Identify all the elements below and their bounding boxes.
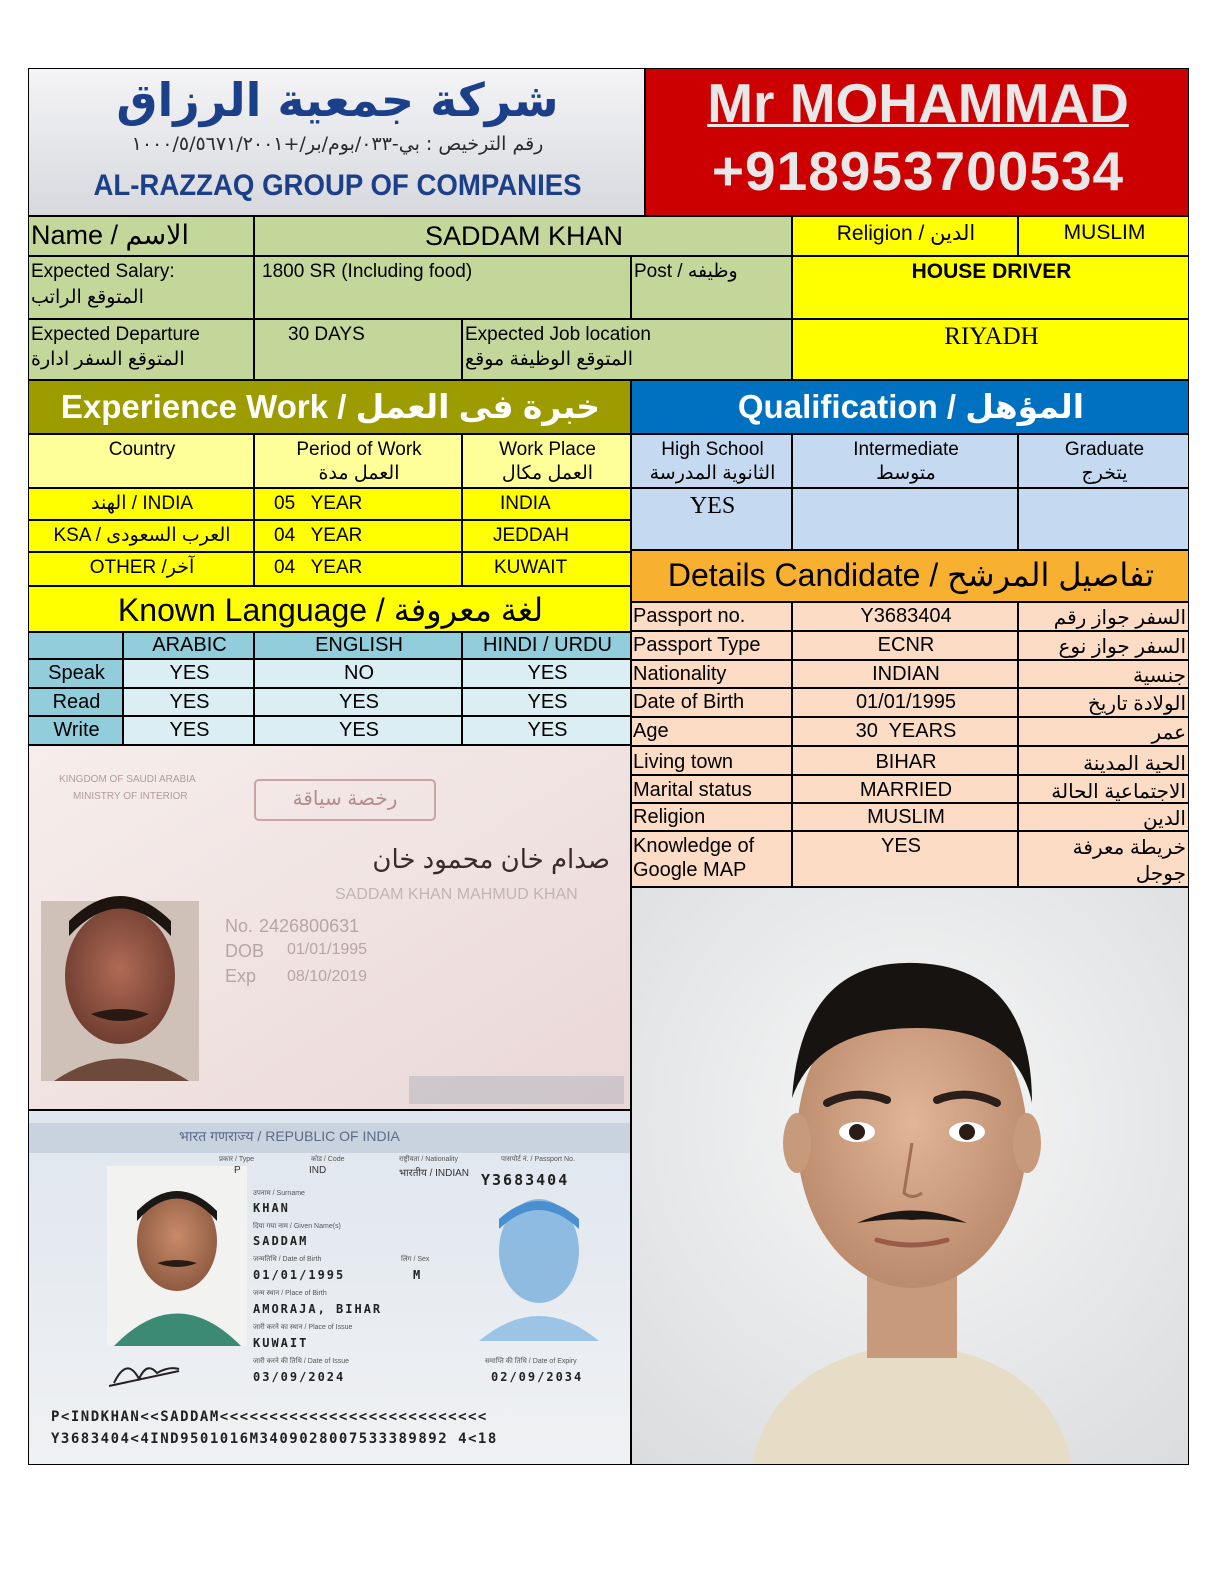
lang-value: NO [344, 662, 374, 684]
pp-type-value: P [234, 1165, 241, 1176]
qual-header-en: Graduate [1064, 439, 1145, 460]
qual-header-intermediate [792, 434, 1018, 488]
pp-given: SADDAM [253, 1234, 309, 1248]
religion-value-cell [1018, 216, 1189, 256]
id-country-line: KINGDOM OF SAUDI ARABIA [59, 774, 196, 785]
lang-skill-label: Read [52, 691, 101, 713]
lang-cell [254, 716, 462, 745]
cand-value-cell [792, 688, 1018, 717]
pp-given-label: दिया गया नाम / Given Name(s) [253, 1223, 341, 1230]
exp-row-period [254, 520, 462, 552]
qual-header-ar: متوسط [876, 463, 936, 484]
qualification-title: Qualification / المؤهل [737, 388, 1085, 425]
salary-value-cell [254, 256, 631, 319]
pp-code-value: IND [309, 1165, 327, 1176]
exp-place: JEDDAH [493, 525, 570, 546]
departure-value-cell [254, 319, 462, 380]
license-line: رقم الترخيص : بي-٠٣٣/بوم/بر/+١٠٠٠/٥/٥٦٧١/٢٠٠١ [131, 133, 544, 155]
cand-label: Religion [633, 806, 706, 828]
candidate-title-cell [631, 550, 1189, 602]
cand-label-cell [631, 717, 792, 746]
pp-dob: 01/01/1995 [253, 1268, 346, 1282]
language-title-cell [28, 586, 631, 632]
lang-cell [462, 659, 631, 688]
post-value-cell [792, 256, 1189, 319]
exp-place: KUWAIT [494, 557, 568, 578]
company-logo-panel [28, 68, 645, 216]
cand-value-cell [792, 660, 1018, 688]
id-ministry-line: MINISTRY OF INTERIOR [73, 791, 188, 802]
departure-label-en: Expected Departure [31, 324, 200, 345]
lang-row-label [28, 716, 123, 745]
experience-title-cell [28, 380, 631, 434]
id-dob-label: DOB [225, 941, 265, 961]
cand-label-cell [631, 831, 792, 887]
exp-header-country-en: Country [108, 439, 176, 460]
exp-row-period [254, 488, 462, 520]
exp-header-period-en: Period of Work [296, 439, 422, 460]
candidate-portrait [631, 887, 1189, 1465]
religion-label-cell [792, 216, 1018, 256]
cand-value: MARRIED [859, 779, 953, 801]
saudi-id-card-image [28, 745, 631, 1110]
qual-header-highschool [631, 434, 792, 488]
portrait-graphic [632, 888, 1189, 1465]
agent-phone: +918953700534 [711, 140, 1125, 202]
lang-cell [123, 688, 254, 716]
cand-label: Living town [633, 751, 734, 773]
departure-label-cell [28, 319, 254, 380]
pp-doi-label: जारी करने की तिथि / Date of Issue [253, 1358, 349, 1365]
cand-ar-cell [1018, 602, 1189, 631]
name-label-cell [28, 216, 254, 256]
pp-passport-no-label: पासपोर्ट नं. / Passport No. [501, 1156, 575, 1163]
lang-value: YES [527, 719, 568, 741]
lang-cell [123, 716, 254, 745]
name-label: Name / الاسم [31, 220, 190, 250]
candidate-title: Details Candidate / تفاصيل المرشح [667, 557, 1155, 593]
id-exp-value: 08/10/2019 [287, 968, 368, 985]
id-exp-label: Exp [225, 966, 257, 986]
passport-mrz-line1: P<INDKHAN<<SADDAM<<<<<<<<<<<<<<<<<<<<<<<<<<< [51, 1409, 488, 1425]
cand-label-cell [631, 688, 792, 717]
lang-value: YES [527, 662, 568, 684]
qual-header-ar: يتخرج [1081, 463, 1128, 484]
exp-row-period [254, 552, 462, 586]
cand-label: Passport no. [633, 605, 746, 627]
cand-value-cell [792, 775, 1018, 803]
cand-ar-cell [1018, 746, 1189, 775]
lang-header-hindi [462, 632, 631, 659]
pp-dob-label: जन्मतिथि / Date of Birth [253, 1256, 322, 1263]
post-value: HOUSE DRIVER [911, 260, 1072, 283]
cand-value-cell [792, 803, 1018, 831]
religion-label: Religion / الدين [836, 222, 976, 245]
cand-value-cell [792, 602, 1018, 631]
job-location-value: RIYADH [944, 323, 1039, 350]
pp-nationality-value: भारतीय / INDIAN [399, 1168, 470, 1179]
pp-surname-label: उपनाम / Surname [253, 1190, 305, 1197]
pp-code-label: कोड / Code [311, 1156, 345, 1163]
pp-doi: 03/09/2024 [253, 1370, 346, 1384]
cand-label-ar: عمر [1151, 722, 1186, 744]
lang-cell [462, 688, 631, 716]
cand-value: ECNR [877, 634, 935, 656]
exp-header-place [462, 434, 631, 488]
experience-title: Experience Work / خبرة فى العمل [60, 388, 601, 425]
exp-header-period [254, 434, 462, 488]
exp-period: 04 YEAR [274, 557, 363, 578]
cand-ar-cell [1018, 688, 1189, 717]
lang-header-arabic [123, 632, 254, 659]
agent-panel [645, 68, 1189, 216]
lang-col-label: ARABIC [152, 634, 227, 656]
id-dob-value: 01/01/1995 [287, 941, 368, 958]
salary-label-ar: المتوقع الراتب [31, 287, 144, 308]
cand-label: Marital status [633, 779, 752, 801]
lang-header-english [254, 632, 462, 659]
pp-poi-label: जारी करने का स्थान / Place of Issue [253, 1324, 353, 1331]
passport-number: Y3683404 [481, 1171, 570, 1189]
id-no-value: 2426800631 [259, 916, 360, 936]
pp-sex-label: लिंग / Sex [401, 1256, 430, 1263]
cand-label: Date of Birth [633, 691, 745, 713]
exp-country: KSA / العرب السعودى [53, 525, 231, 546]
lang-cell [462, 716, 631, 745]
cand-value: YES [880, 835, 922, 857]
qual-header-en: Intermediate [853, 439, 959, 460]
exp-row-place [462, 488, 631, 520]
lang-value: YES [169, 691, 210, 713]
lang-header-blank [28, 632, 123, 659]
qual-header-ar: الثانوية المدرسة [649, 463, 776, 484]
id-no-label: No. [225, 916, 254, 936]
pp-pob: AMORAJA, BIHAR [253, 1302, 383, 1316]
cand-value-cell [792, 717, 1018, 746]
cand-label: Age [633, 720, 669, 742]
exp-period: 05 YEAR [274, 493, 363, 514]
lang-value: YES [169, 662, 210, 684]
id-header-ar: رخصة سياقة [292, 788, 398, 810]
exp-header-place-en: Work Place [499, 439, 596, 460]
qual-header-en: High School [661, 439, 764, 460]
passport-republic: भारत गणराज्य / REPUBLIC OF INDIA [179, 1128, 400, 1144]
job-location-label-en: Expected Job location [465, 324, 651, 345]
exp-row-country [28, 488, 254, 520]
cand-label-cell [631, 775, 792, 803]
lang-col-label: ENGLISH [315, 634, 403, 656]
agent-name: Mr MOHAMMAD [707, 72, 1129, 134]
exp-row-place [462, 520, 631, 552]
pp-doe: 02/09/2034 [491, 1370, 584, 1384]
exp-period: 04 YEAR [274, 525, 363, 546]
cand-value: MUSLIM [867, 806, 945, 828]
lang-value: YES [338, 719, 380, 741]
lang-cell [254, 688, 462, 716]
language-title: Known Language / لغة معروفة [117, 592, 544, 628]
salary-label-cell [28, 256, 254, 319]
cand-label: Passport Type [633, 634, 761, 656]
lang-row-label [28, 659, 123, 688]
cand-label-cell [631, 746, 792, 775]
cand-label-ar: السفر جواز رقم [1053, 607, 1186, 629]
company-name-arabic: شركة جمعية الرزاق [116, 73, 559, 127]
exp-row-country [28, 552, 254, 586]
name-value: SADDAM KHAN [424, 221, 624, 251]
exp-place: INDIA [500, 493, 551, 514]
pp-type-label: प्रकार / Type [219, 1156, 255, 1163]
lang-row-label [28, 688, 123, 716]
cand-label-ar: الدين [1143, 808, 1186, 830]
departure-value: 30 DAYS [288, 324, 365, 345]
job-location-value-cell [792, 319, 1189, 380]
salary-label-en: Expected Salary: [31, 261, 175, 282]
qual-value-graduate [1018, 488, 1189, 550]
lang-value: YES [169, 719, 210, 741]
cand-value: 01/01/1995 [855, 691, 957, 713]
lang-value: YES [338, 691, 380, 713]
cand-label-cell [631, 803, 792, 831]
company-name-english: AL-RAZZAQ GROUP OF COMPANIES [93, 169, 582, 202]
cand-ar-cell [1018, 660, 1189, 688]
qual-value-intermediate [792, 488, 1018, 550]
cand-value-cell [792, 746, 1018, 775]
pp-doe-label: समाप्ति की तिथि / Date of Expiry [485, 1358, 577, 1365]
cand-label-ar: جنسية [1133, 665, 1186, 687]
pp-pob-label: जन्म स्थान / Place of Birth [253, 1290, 327, 1297]
lang-skill-label: Speak [48, 662, 105, 684]
exp-header-place-ar: العمل مكال [501, 463, 594, 484]
cand-label: Knowledge of Google MAP [633, 835, 755, 881]
passport-mrz-line2: Y3683404<4IND9501016M3409028007533389892 4<18 [51, 1431, 498, 1447]
cand-ar-cell [1018, 717, 1189, 746]
cand-label-ar: السفر جواز نوع [1058, 636, 1186, 658]
qual-header-graduate [1018, 434, 1189, 488]
cand-ar-cell [1018, 803, 1189, 831]
exp-country: الهند / INDIA [90, 493, 194, 514]
id-name-en: SADDAM KHAN MAHMUD KHAN [335, 886, 578, 903]
post-label-cell [631, 256, 792, 319]
pp-surname: KHAN [253, 1201, 290, 1215]
exp-header-country [28, 434, 254, 488]
pp-sex: M [413, 1268, 421, 1282]
lang-cell [123, 659, 254, 688]
qual-value-highschool [631, 488, 792, 550]
job-location-label-cell [462, 319, 792, 380]
cand-label-cell [631, 631, 792, 660]
cand-label-ar: خريطة معرفة جوجل [1072, 837, 1186, 885]
lang-value: YES [527, 691, 568, 713]
cand-label-cell [631, 660, 792, 688]
cand-value-cell [792, 831, 1018, 887]
departure-label-ar: المتوقع السفر ادارة [31, 349, 185, 370]
lang-cell [254, 659, 462, 688]
salary-value: 1800 SR (Including food) [262, 261, 473, 282]
id-name-ar: صدام خان محمود خان [372, 844, 610, 874]
name-value-cell [254, 216, 792, 256]
indian-passport-image [28, 1110, 631, 1465]
exp-row-country [28, 520, 254, 552]
pp-poi: KUWAIT [253, 1336, 309, 1350]
cand-value: BIHAR [875, 751, 937, 773]
cand-ar-cell [1018, 775, 1189, 803]
cand-value: INDIAN [872, 663, 940, 685]
cand-ar-cell [1018, 831, 1189, 887]
cand-label-cell [631, 602, 792, 631]
religion-value: MUSLIM [1063, 221, 1146, 244]
lang-col-label: HINDI / URDU [483, 634, 612, 656]
cand-label: Nationality [633, 663, 727, 685]
cand-value-cell [792, 631, 1018, 660]
exp-country: OTHER /آخر [89, 557, 195, 578]
cand-label-ar: الحية المدينة [1083, 753, 1186, 775]
cand-ar-cell [1018, 631, 1189, 660]
qual-value: YES [689, 493, 736, 519]
cand-label-ar: الاجتماعية الحالة [1051, 781, 1186, 803]
job-location-label-ar: المتوقع الوظيفة موقع [465, 349, 634, 370]
exp-header-period-ar: العمل مدة [318, 463, 400, 484]
lang-skill-label: Write [53, 719, 100, 741]
cand-value: Y3683404 [860, 605, 952, 627]
qualification-title-cell [631, 380, 1189, 434]
pp-nationality-label: राष्ट्रीयता / Nationality [399, 1156, 458, 1163]
cand-label-ar: الولادة تاريخ [1087, 693, 1186, 715]
cand-value: 30 YEARS [855, 720, 957, 742]
exp-row-place [462, 552, 631, 586]
post-label: Post / وظيفه [634, 261, 738, 282]
